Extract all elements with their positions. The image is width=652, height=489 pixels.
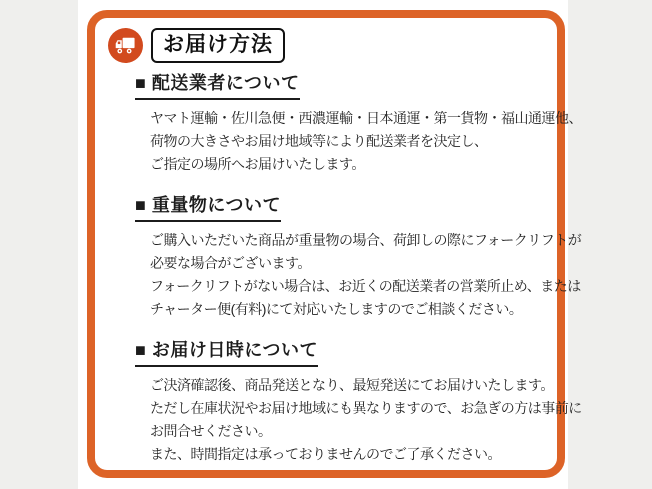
- body-line: チャーター便(有料)にて対応いたしますのでご相談ください。: [150, 301, 523, 318]
- section-carriers-body: [150, 107, 582, 176]
- body-line: また、時間指定は承っておりませんのでご了承ください。: [150, 446, 501, 463]
- section-carriers: [135, 69, 582, 176]
- section-heading-text: ■ 重量物について: [135, 191, 281, 222]
- truck-icon: [108, 28, 143, 63]
- section-heavy-items-heading: [135, 191, 543, 222]
- section-heading-text: ■ お届け日時について: [135, 336, 318, 367]
- section-delivery-schedule-heading: [135, 336, 543, 367]
- body-line: 必要な場合がございます。: [150, 255, 311, 272]
- body-line: ご指定の場所へお届けいたします。: [150, 156, 365, 173]
- section-delivery-schedule-body: [150, 374, 582, 466]
- section-heavy-items-body: [150, 229, 582, 321]
- body-line: ご決済確認後、商品発送となり、最短発送にてお届けいたします。: [150, 377, 554, 394]
- section-heavy-items: [135, 191, 582, 321]
- body-line: 荷物の大きさやお届け地域等により配送業者を決定し、: [150, 133, 488, 150]
- sections: [135, 69, 582, 466]
- page-title: お届け方法: [151, 28, 285, 63]
- section-heading-text: ■ 配送業者について: [135, 69, 300, 100]
- panel-header: [108, 28, 557, 63]
- section-carriers-heading: [135, 69, 543, 100]
- body-line: ヤマト運輸・佐川急便・西濃運輸・日本通運・第一貨物・福山通運他、: [150, 110, 582, 127]
- delivery-info-panel: [87, 10, 582, 478]
- body-line: フォークリフトがない場合は、お近くの配送業者の営業所止め、または: [150, 278, 581, 295]
- body-line: ご購入いただいた商品が重量物の場合、荷卸しの際にフォークリフトが: [150, 232, 582, 249]
- body-line: お問合せください。: [150, 423, 272, 440]
- section-delivery-schedule: [135, 336, 582, 466]
- body-line: ただし在庫状況やお届け地域にも異なりますので、お急ぎの方は事前に: [150, 400, 582, 417]
